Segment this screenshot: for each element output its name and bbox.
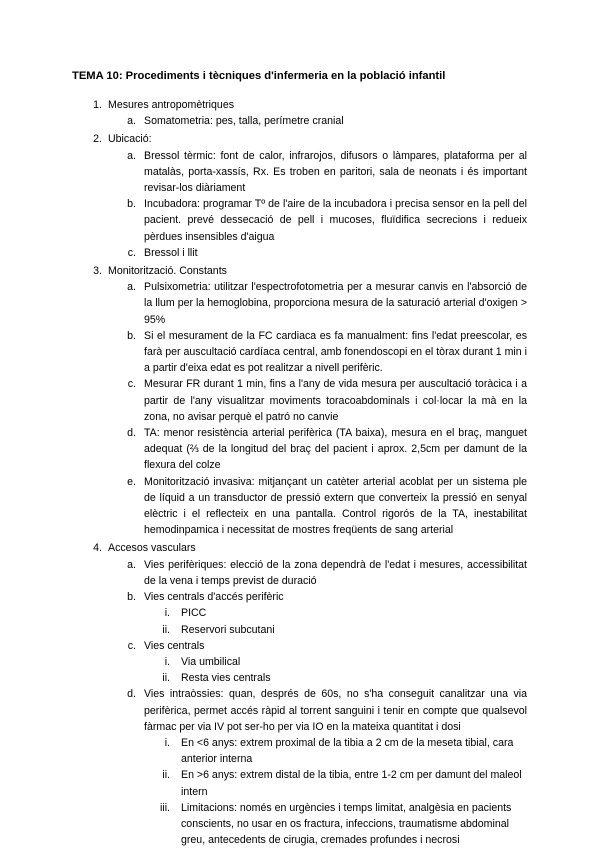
list-marker: ii. xyxy=(162,769,170,782)
list-marker: e. xyxy=(127,475,136,488)
list-item-text: Mesures antropomètriques xyxy=(108,99,235,111)
list-item-text: Bressol tèrmic: font de calor, infrarojos, difusors o làmpares, plataforma per al matalàs, porta-xassís, Rx. Es troben en paritori, sala de neonats i és important revisar-los diàriament xyxy=(144,149,527,195)
sub-list-item xyxy=(0,767,527,799)
list-item xyxy=(0,557,527,589)
list-item xyxy=(0,245,527,261)
list-marker: i. xyxy=(164,655,170,668)
list-marker: i. xyxy=(164,736,170,749)
sub-list-item xyxy=(0,654,527,670)
list-marker: c. xyxy=(127,639,136,652)
list-item xyxy=(0,425,527,474)
list-item-text: Vies perifèriques: elecció de la zona dependrà de l'edat i mesures, accessibilitat de la vena i temps previst de duració xyxy=(144,558,527,587)
list-marker: a. xyxy=(127,115,136,128)
list-item xyxy=(0,376,527,425)
sub-list-item xyxy=(0,622,527,638)
section-heading xyxy=(0,131,600,147)
list-marker: d. xyxy=(127,427,136,440)
list-item-text: Accesos vasculars xyxy=(108,542,196,555)
list-item xyxy=(0,148,527,197)
list-item-text: En <6 anys: extrem proximal de la tibia a 2 cm de la meseta tibial, cara anterior interna xyxy=(181,736,514,766)
section-heading xyxy=(0,540,600,556)
document-body xyxy=(0,95,600,848)
list-item-text: Incubadora: programar Tº de l'aire de la incubadora i precisa sensor en la pell del pacient. prevé dessecació de pell i mucoses, fluïdifica secrecions i redueix pèrdues insensibles d'aigua xyxy=(144,198,527,243)
list-item-text: Somatometria: pes, talla, perímetre cranial xyxy=(144,115,344,128)
list-marker: ii. xyxy=(162,672,170,685)
sub-list-item xyxy=(0,735,527,767)
section-heading xyxy=(0,263,600,279)
list-item xyxy=(0,474,527,539)
list-marker: b. xyxy=(127,591,136,604)
list-marker: b. xyxy=(127,329,136,342)
list-marker: a. xyxy=(127,558,136,571)
list-marker: c. xyxy=(127,378,136,391)
list-marker: iii. xyxy=(159,801,170,814)
list-marker: ii. xyxy=(162,623,170,636)
list-item-text: En >6 anys: extrem distal de la tibia, entre 1-2 cm per damunt del maleol intern xyxy=(181,769,522,798)
list-marker: 1. xyxy=(93,99,102,111)
list-item xyxy=(0,279,527,328)
list-marker: 3. xyxy=(93,265,102,278)
list-marker: 2. xyxy=(93,133,102,146)
list-item-text: Vies centrals xyxy=(144,639,205,652)
section-heading xyxy=(0,97,600,113)
list-item-text: Bressol i llit xyxy=(144,246,198,259)
sub-list-item xyxy=(0,605,527,621)
list-item-text: Vies centrals d'accés perifèric xyxy=(144,591,284,604)
sub-list-item xyxy=(0,800,527,848)
list-marker: b. xyxy=(127,198,136,211)
list-item xyxy=(0,686,527,735)
list-item-text: Resta vies centrals xyxy=(181,672,271,685)
list-item-text: Limitacions: només en urgències i temps limitat, analgèsia en pacients conscients, no usar en os fractura, infeccions, traumatisme abdominal greu, antecedents de cirugia, cremades profundes i necrosi xyxy=(181,801,512,847)
list-item xyxy=(0,638,527,654)
list-marker: d. xyxy=(127,688,136,701)
list-marker: a. xyxy=(127,149,136,162)
list-marker: i. xyxy=(164,607,170,620)
list-item-text: Si el mesurament de la FC cardiaca es fa manualment: fins l'edat preescolar, es farà per auscultació cardíaca central, amb fonendoscopi en el tòrax durant 1 min i a partir d'eixa edat es pot realitzar a nivell perifèric. xyxy=(144,329,527,375)
list-item-text: Pulsixometria: utilitzar l'espectrofotometria per a mesurar canvis en l'absorció de la llum per la hemoglobina, proporciona mesura de la saturació arterial d'oxigen > 95% xyxy=(144,281,527,326)
list-item xyxy=(0,328,527,377)
list-item-text: Reservori subcutani xyxy=(181,623,275,636)
list-item-text: Via umbilical xyxy=(181,655,241,668)
list-item-text: PICC xyxy=(181,607,207,620)
list-item-text: Vies intraòssies: quan, després de 60s, no s'ha conseguit canalitzar una via perifèrica, permet accés ràpid al torrent sanguini i tenir en compte que qualsevol fàrmac per via IV pot ser-ho per via IO en la mateixa quantitat i dosi xyxy=(144,688,527,733)
list-item xyxy=(0,196,527,245)
list-item-text: Monitorització. Constants xyxy=(108,265,227,278)
list-item-text: Ubicació: xyxy=(108,133,152,146)
list-item-text: Monitorització invasiva: mitjançant un catèter arterial acoblat per un sistema ple de líquid a un transductor de pressió extern que converteix la pressió en senyal elèctric i el reflecteix en una pantalla. Control rigorós de la TA, inestabilitat hemodinpamica i necessitat de mostres freqüents de sang arterial xyxy=(144,475,527,537)
list-item-text: TA: menor resistència arterial perifèrica (TA baixa), mesura en el braç, manguet adequat (⅔ de la longitud del braç del pacient i aprox. 2,5cm per damunt de la flexura del colze xyxy=(144,427,527,472)
list-item-text: Mesurar FR durant 1 min, fins a l'any de vida mesura per auscultació toràcica i a partir de l'any visualitzar moviments toracoabdominals i col·locar la mà en la zona, no avisar perquè el patró no canvie xyxy=(144,378,527,423)
list-marker: c. xyxy=(127,246,136,259)
list-marker: 4. xyxy=(93,542,102,555)
list-item xyxy=(0,113,527,129)
document-title: TEMA 10: Procediments i tècniques d'infermeria en la població infantil xyxy=(72,70,446,82)
list-item xyxy=(0,589,527,605)
sub-list-item xyxy=(0,670,527,686)
list-marker: a. xyxy=(127,281,136,294)
